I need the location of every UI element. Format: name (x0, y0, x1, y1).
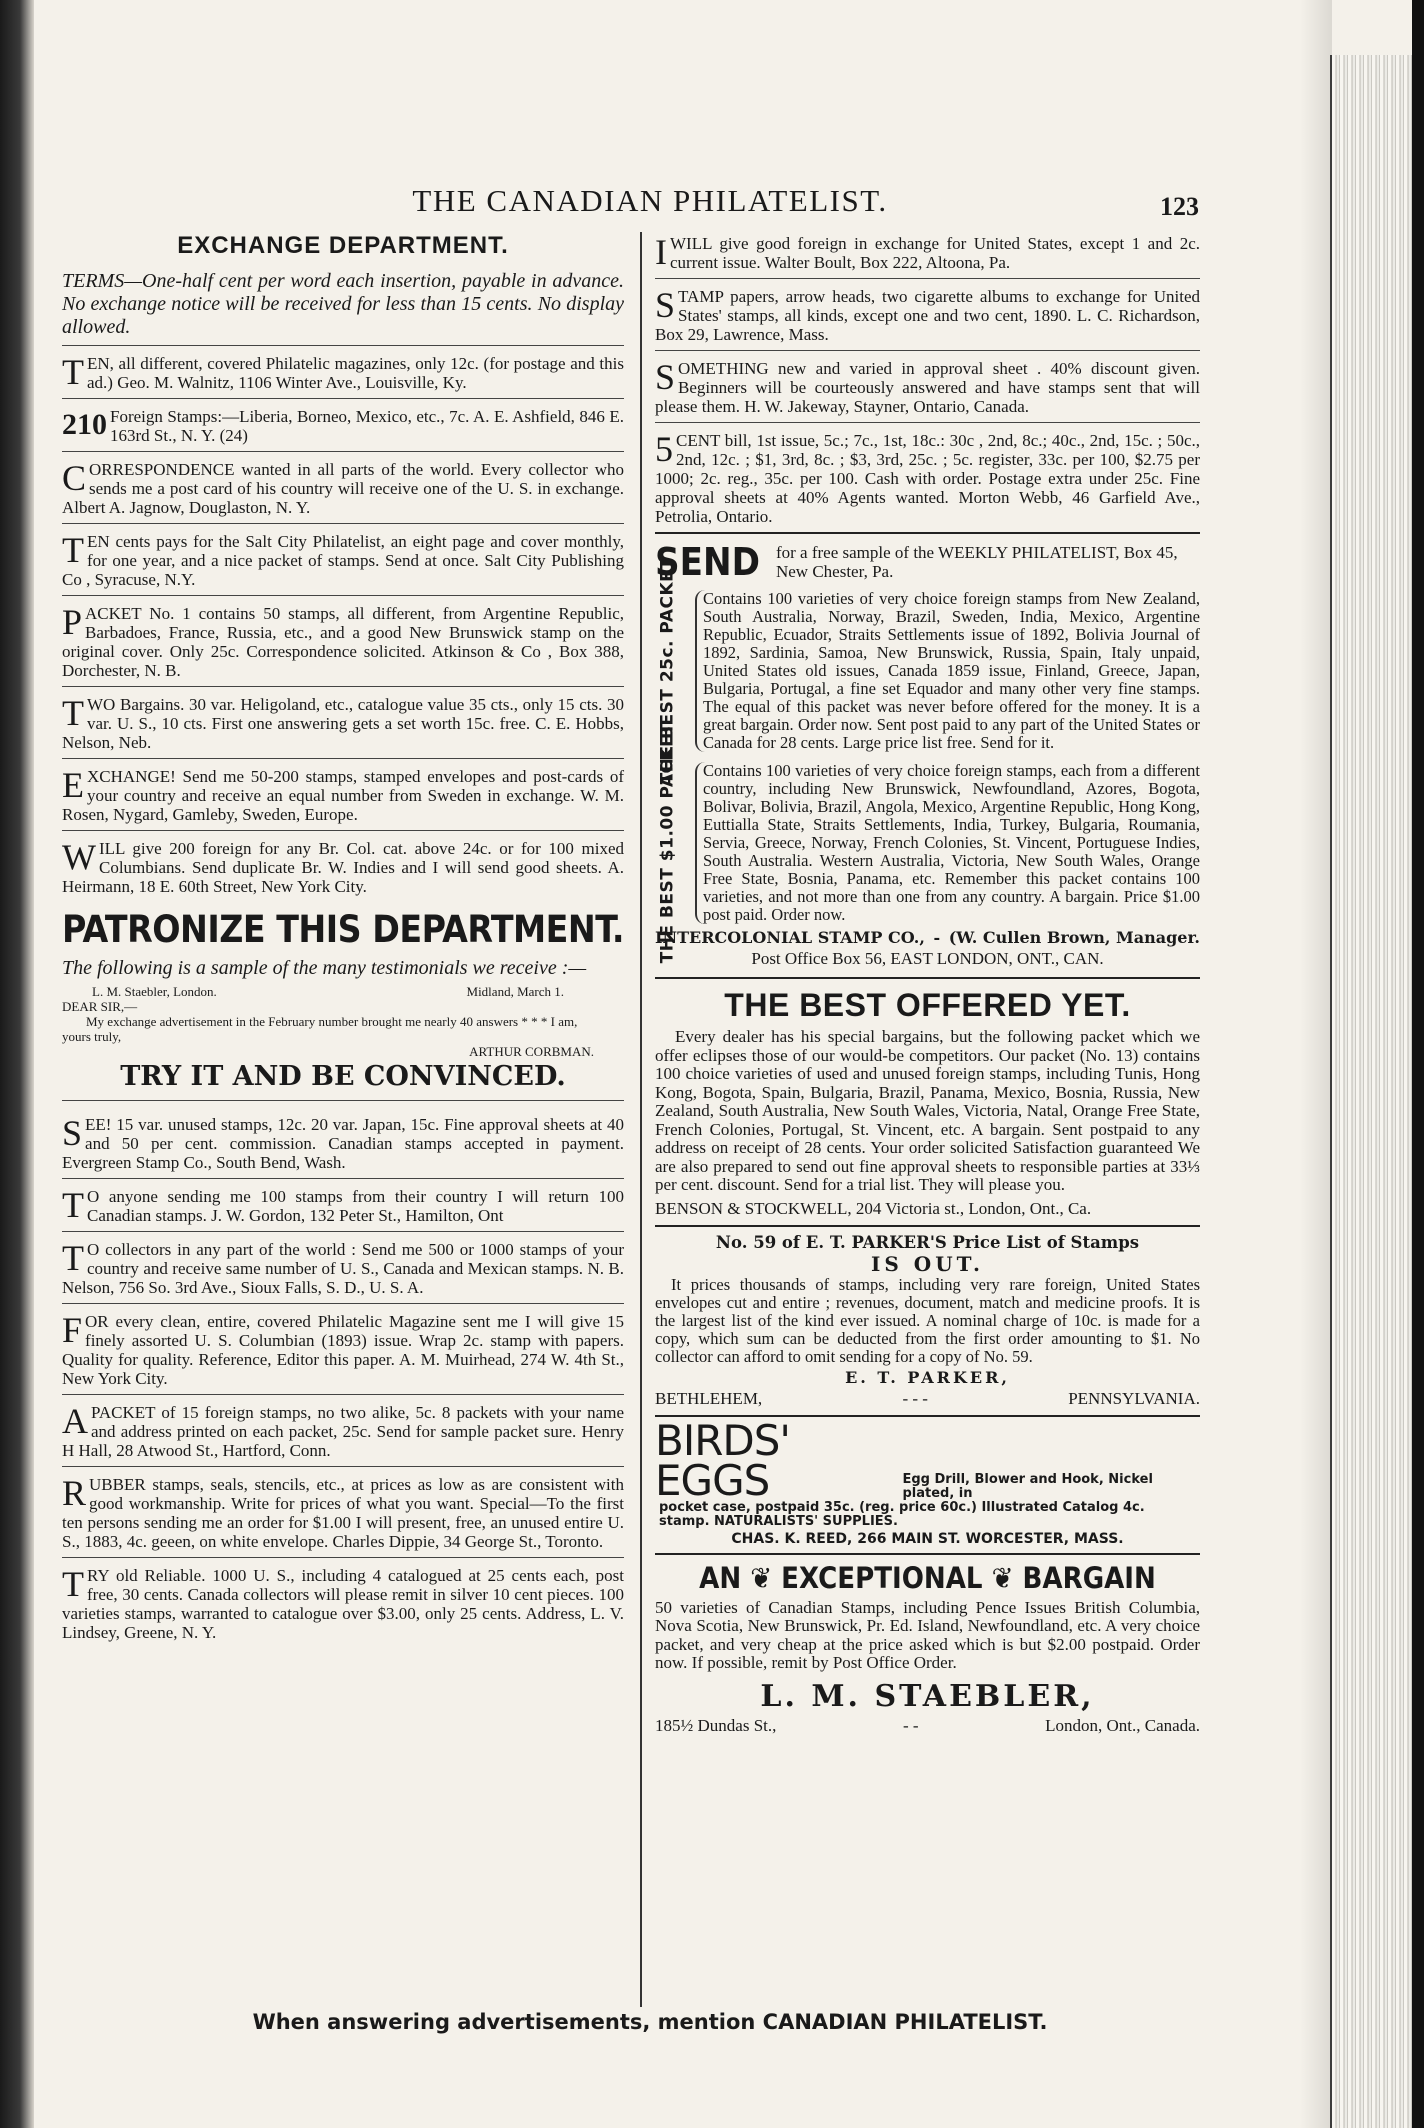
ad-text: EN cents pays for the Salt City Philatelist, an eight page and cover monthly, for one year, and a nice packet of stamps. Send at once. Salt City Publishing Co , Syracuse, N.Y. (62, 532, 624, 589)
try-it-heading: TRY IT AND BE CONVINCED. (62, 1061, 624, 1101)
intercolonial-name: INTERCOLONIAL STAMP CO., (655, 928, 925, 947)
testimonial-letter (62, 980, 624, 1059)
ad-text: Foreign Stamps:—Liberia, Borneo, Mexico, etc., 7c. A. E. Ashfield, 846 E. 163rd St., N. Y. (24) (110, 407, 624, 445)
testimonial-intro: The following is a sample of the many testimonials we receive :— (62, 957, 587, 979)
drop-cap: T (62, 530, 84, 570)
ad-text: OMETHING new and varied in approval sheet . 40% discount given. Beginners will be courteously answered and have stamps sent that will please them. H. W. Jakeway, Stayner, Ontario, Canada. (655, 359, 1200, 416)
ad-text: TAMP papers, arrow heads, two cigarette albums to exchange for United States' stamps, all kinds, except one and two cent, 1890. L. C. Richardson, Box 29, Lawrence, Mass. (655, 287, 1200, 344)
drop-cap: I (655, 232, 667, 272)
ad-text: O anyone sending me 100 stamps from their country I will return 100 Canadian stamps. J. W. Gordon, 132 Peter St., Hamilton, Ont (87, 1187, 624, 1225)
drop-cap: S (655, 357, 676, 397)
classified-ad (655, 279, 1200, 351)
drop-cap: S (655, 285, 676, 325)
classified-ad (62, 759, 624, 831)
ad-text: ACKET No. 1 contains 50 stamps, all different, from Argentine Republic, Barbadoes, France, Russia, etc., and a good New Brunswick stamp on the original cover. Only 25c. Correspondence solicited. Atkinson & Co , Box 388, Dorchester, N. B. (62, 604, 624, 680)
ad-text: XCHANGE! Send me 50-200 stamps, stamped envelopes and post-cards of your country and receive an equal number from Sweden in exchange. W. M. Rosen, Nygard, Gamleby, Sweden, Europe. (62, 767, 624, 824)
book-spine-shadow (0, 0, 34, 2128)
staebler-address: 185½ Dundas St., (655, 1715, 777, 1735)
drop-cap: C (62, 458, 87, 498)
drop-cap: R (62, 1473, 87, 1513)
staebler-name: L. M. STAEBLER, (760, 1678, 1095, 1714)
exceptional-bargain-heading: AN ❦ EXCEPTIONAL ❦ BARGAIN (699, 1560, 1156, 1595)
exceptional-bargain-text: 50 varieties of Canadian Stamps, including Pence Issues British Columbia, Nova Scotia, New Brunswick, Pr. Ed. Island, Newfoundland, etc. A very choice packet, and very cheap at the price asked which is but $2.00 postpaid. Order now. If possible, remit by Post Office Order. (655, 1597, 1200, 1672)
classified-ad (62, 687, 624, 759)
ad-text: ORRESPONDENCE wanted in all parts of the world. Every collector who sends me a post card of his country will receive one of the U. S. in exchange. Albert A. Jagnow, Douglaston, N. Y. (62, 460, 624, 517)
footer-notice: When answering advertisements, mention CANADIAN PHILATELIST. (252, 2010, 1048, 2034)
best-offered-text: Every dealer has his special bargains, but the following packet which we offer eclipses those of our would-be competitors. Our packet (No. 13) contains 100 choice varieties of used and unused foreign stamps, including Tunis, Hong Kong, Bogota, Spain, Bulgaria, Brazil, Panama, Mexico, Bosnia, Russia, New Zealand, South Australia, New South Wales, Victoria, Natal, Orange Free State, French Colonies, Portugal, St. Vincent, etc. A bargain. Sent postpaid to any address on receipt of 28 cents. Your order solicited Satisfaction guaranteed We are also prepared to send out fine approval sheets to responsible parties at 33⅓ per cent. discount. Send for a trial list. They will please you. (655, 1027, 1200, 1194)
parker-dashes: - - - (902, 1388, 928, 1408)
drop-cap: T (62, 1185, 84, 1225)
drop-cap: T (62, 693, 84, 733)
classified-ad (62, 1304, 624, 1395)
drop-cap: 210 (62, 408, 107, 441)
packet-100-text: Contains 100 varieties of very choice foreign stamps, each from a different country, including New Brunswick, Newfoundland, Azores, Bogota, Bolivar, Bolivia, Brazil, Angola, Mexico, Argentine Republic, Hong Kong, Euttialla State, Straits Settlements, India, Turkey, Bulgaria, Roumania, Servia, Greece, Norway, French Colonies, St. Vincent, Portuguese Indies, South Australia. Western Australia, Victoria, New South Wales, Orange Free State, Bosnia, Panama, etc. Remember this packet contains 100 varieties, and not more than one from any country. A bargain. Price $1.00 post paid. Order now. (695, 762, 1200, 924)
intercolonial-manager: (W. Cullen Brown, Manager. (948, 928, 1200, 947)
letter-header (62, 984, 604, 999)
page-edges (1330, 55, 1414, 2128)
exchange-department-title: EXCHANGE DEPARTMENT. (177, 232, 509, 259)
parker-city: BETHLEHEM, (655, 1388, 763, 1408)
drop-cap: W (62, 837, 96, 877)
drop-cap: S (62, 1113, 83, 1153)
page-shadow (1300, 0, 1332, 2128)
ad-text: RY old Reliable. 1000 U. S., including 4 catalogued at 25 cents each, post free, 30 cents. Canada collectors will please remit in silver 10 cent pieces. 100 varieties stamps, warranted to catalogue over $3.00, only 25 cents. Address, L. V. Lindsey, Greene, N. Y. (62, 1566, 624, 1642)
ad-text: PACKET of 15 foreign stamps, no two alike, 5c. 8 packets with your name and address printed on each packet, 25c. Send for sample packet sure. Henry H Hall, 28 Atwood St., Hartford, Conn. (62, 1403, 624, 1460)
exchange-terms: TERMS—One-half cent per word each insertion, payable in advance. No exchange notice will be received for less than 15 cents. No display allowed. (62, 270, 624, 346)
classified-ad (62, 831, 624, 902)
staebler-address-line (655, 1716, 1200, 1736)
best-offered-heading: THE BEST OFFERED YET. (724, 987, 1131, 1023)
patronize-heading: PATRONIZE THIS DEPARTMENT. (62, 908, 625, 951)
classified-ad (62, 1232, 624, 1304)
ad-text: UBBER stamps, seals, stencils, etc., at prices as low as are consistent with good workmanship. Write for prices of what you want. Special—To the first ten persons sending me an order for $1.00 I will present, free, an unused entire U. S., 1883, 4c. geeen, on white envelope. Charles Dippie, 34 George St., Toronto. (62, 1475, 624, 1551)
packet-100-label (649, 722, 685, 964)
scan-border (1412, 0, 1424, 2128)
drop-cap: F (62, 1310, 83, 1350)
classified-ad (655, 230, 1200, 279)
send-ad (655, 534, 1200, 588)
ad-text: EE! 15 var. unused stamps, 12c. 20 var. Japan, 15c. Fine approval sheets at 40 and 50 per cent. commission. Canadian stamps accepted in payment. Evergreen Stamp Co., South Bend, Wash. (62, 1115, 624, 1172)
send-text: for a free sample of the WEEKLY PHILATELIST, Box 45, New Chester, Pa. (775, 543, 1178, 581)
letter-date: Midland, March 1. (466, 984, 564, 999)
classified-ad (62, 1395, 624, 1467)
left-column (62, 230, 624, 1648)
ad-text: EN, all different, covered Philatelic magazines, only 12c. (for postage and this ad.) Geo. M. Walnitz, 1106 Winter Ave., Louisville, Ky. (87, 354, 624, 392)
letter-body: My exchange advertisement in the February number brought me nearly 40 answers * * * I am, yours truly, (62, 1014, 578, 1044)
drop-cap: A (62, 1401, 88, 1441)
packet-25c-text: Contains 100 varieties of very choice foreign stamps from New Zealand, South Australia, Norway, Brazil, Sweden, India, Mexico, Argentine Republic, Ecuador, Straits Settlements issue of 1892, Bolivia Journal of 1892, Sardinia, Samoa, New Brunswick, Russia, Spain, Italy unpaid, United States old issues, Canada 1859 issue, Finland, Greece, Japan, Bulgaria, Portugal, a fine set Equador and many other very fine stamps. The equal of this packet was never before offered for the money. It is a great bargain. Order now. Sent post paid to any part of the United States or Canada for 28 cents. Large price list free. Send for it. (695, 590, 1200, 752)
classified-ad (655, 423, 1200, 534)
packet-25c-label-text: THE BEST 25c. PACKET (657, 557, 677, 785)
letter-signature: ARTHUR CORBMAN. (469, 1044, 594, 1059)
classified-ad (62, 596, 624, 687)
ad-text: CENT bill, 1st issue, 5c.; 7c., 1st, 18c.: 30c , 2nd, 8c.; 40c., 2nd, 15c. ; 50c., 2nd, 12c. ; $1, 3rd, 8c. ; $3, 3rd, 25c. ; 5c. register, 33c. per 100, $2.75 per 1000; 2c. reg., 35c. per 100. Cash with order. Postage extra under 25c. Fine approval sheets at 40% Agents wanted. Morton Webb, 46 Garfield Ave., Petrolia, Ontario. (655, 431, 1200, 526)
ad-text: WO Bargains. 30 var. Heligoland, etc., catalogue value 35 cts., only 15 cts. 30 var. U. S., 10 cts. First one answering gets a set worth 15c. free. C. E. Hobbs, Nelson, Neb. (62, 695, 624, 752)
send-word: SEND (655, 540, 760, 584)
classified-ad (62, 399, 624, 452)
classified-ad (62, 524, 624, 596)
intercolonial-line (655, 924, 1200, 947)
ad-text: WILL give good foreign in exchange for United States, except 1 and 2c. current issue. Walter Boult, Box 222, Altoona, Pa. (670, 234, 1200, 272)
letter-salutation: DEAR SIR,— (62, 999, 138, 1014)
staebler-dashes: - - (902, 1715, 919, 1735)
drop-cap: E (62, 765, 84, 805)
birds-eggs-ad (655, 1415, 1200, 1505)
benson-stockwell: BENSON & STOCKWELL, 204 Victoria st., London, Ont., Ca. (655, 1195, 1200, 1227)
staebler-city: London, Ont., Canada. (1045, 1715, 1200, 1735)
ad-text: ILL give 200 foreign for any Br. Col. cat. above 24c. or for 100 mixed Columbians. Send duplicate Br. W. Indies and I will send good sheets. A. Heirmann, 18 E. 60th Street, New York City. (62, 839, 624, 896)
parker-state: PENNSYLVANIA. (1068, 1388, 1200, 1408)
letter-addressee: L. M. Staebler, London. (92, 984, 217, 999)
classified-ad (62, 1467, 624, 1558)
intercolonial-address: Post Office Box 56, EAST LONDON, ONT., CAN. (655, 947, 1200, 979)
parker-text: It prices thousands of stamps, including very rare foreign, United States envelopes cut and entire ; revenues, document, match and medicine proofs. It is the largest list of the kind ever issued. A nominal charge of 10c. is made for a copy, which sum can be deducted from the first order amounting to $1. No collector can afford to omit sending for a copy of No. 59. (655, 1274, 1200, 1366)
classified-ad (655, 351, 1200, 423)
drop-cap: T (62, 1238, 84, 1278)
birds-eggs-side: Egg Drill, Blower and Hook, Nickel plated, in (902, 1471, 1153, 1501)
ad-text: OR every clean, entire, covered Philatelic Magazine sent me I will give 15 finely assorted U. S. Columbian (1893) issue. Wrap 2c. stamp with papers. Quality for quality. Reference, Editor this paper. A. M. Muirhead, 274 W. 4th St., New York City. (62, 1312, 624, 1388)
drop-cap: 5 (655, 429, 673, 469)
birds-eggs-reed: CHAS. K. REED, 266 MAIN ST. WORCESTER, MASS. (655, 1529, 1200, 1555)
drop-cap: T (62, 1564, 84, 1604)
ad-text: O collectors in any part of the world : Send me 500 or 1000 stamps of your country and receive same number of U. S., Canada and Mexican stamps. N. B. Nelson, 756 So. 3rd Ave., Sioux Falls, S. D., U. S. A. (62, 1240, 624, 1297)
column-rule (640, 232, 642, 2007)
classified-ad (62, 1558, 624, 1648)
classified-ad (62, 1179, 624, 1232)
packet-100-label-text: THE BEST $1.00 PACKET (657, 722, 678, 964)
right-column (655, 230, 1200, 1736)
classified-ad (62, 1107, 624, 1179)
intercolonial-dash: - (933, 928, 941, 947)
running-title: THE CANADIAN PHILATELIST. (412, 183, 888, 218)
parker-city-line (655, 1387, 1200, 1417)
drop-cap: T (62, 352, 84, 392)
parker-is-out: IS OUT. (871, 1251, 984, 1276)
birds-eggs-title: BIRDS' EGGS (655, 1415, 790, 1505)
classified-ad (62, 452, 624, 524)
drop-cap: P (62, 602, 83, 642)
parker-signature: E. T. PARKER, (845, 1367, 1010, 1387)
birds-eggs-text: pocket case, postpaid 35c. (reg. price 60c.) Illustrated Catalog 4c. stamp. NATURALISTS' SUPPLIES. (659, 1499, 1145, 1529)
page-number: 123 (1160, 192, 1199, 221)
classified-ad (62, 346, 624, 399)
parker-title: No. 59 of E. T. PARKER'S Price List of Stamps (715, 1232, 1140, 1252)
